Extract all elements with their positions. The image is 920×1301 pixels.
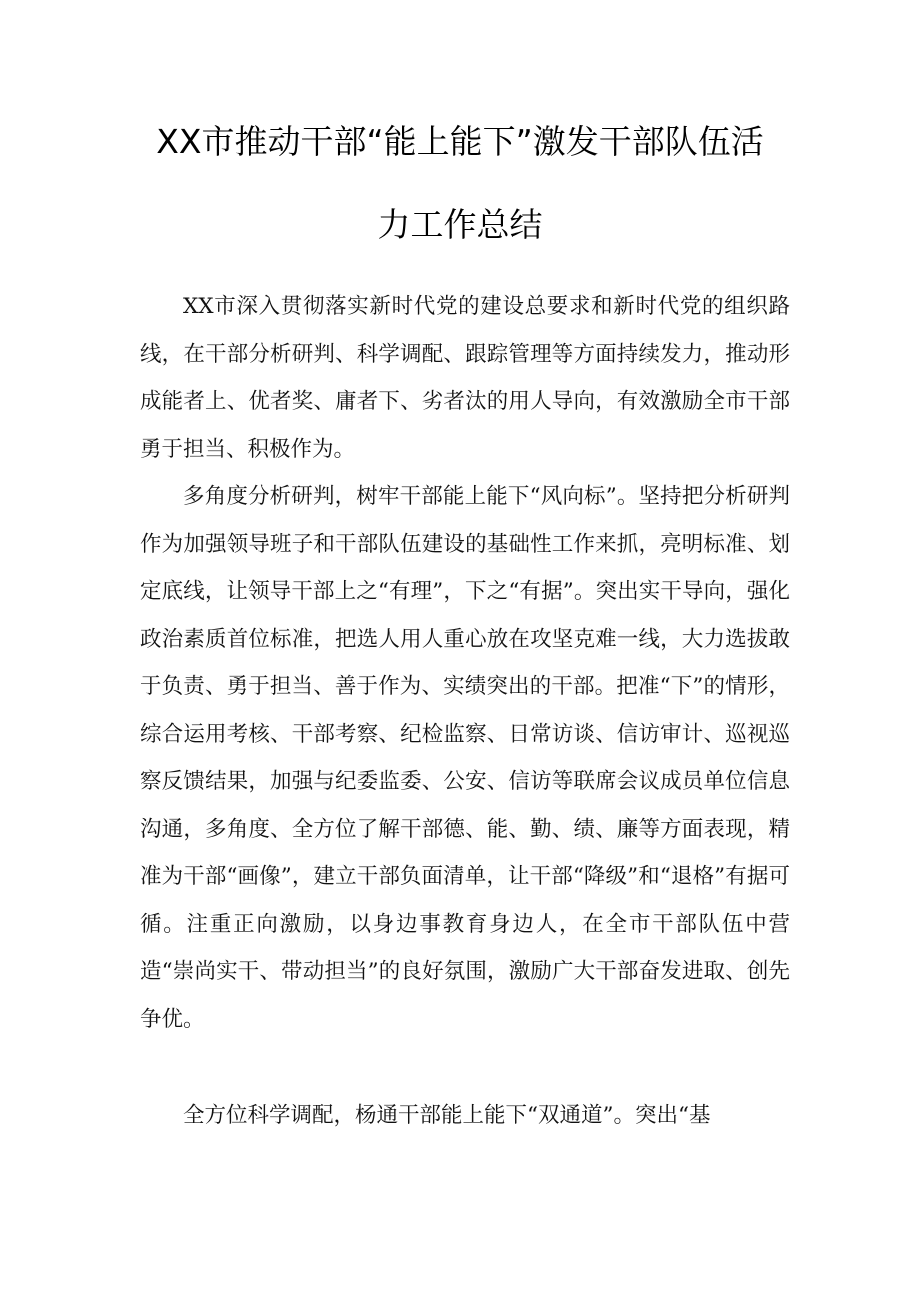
body-paragraph-2 [140,473,790,1043]
body-paragraph-1 [140,283,790,473]
paragraph-text: 全方位科学调配，杨通干部能上能下“双通道”。突出“基 [183,1103,711,1128]
paragraph-text: XX市深入贯彻落实新时代党的建设总要求和新时代党的组织路线，在干部分析研判、科学调配、跟踪管理等方面持续发力，推动形成能者上、优者奖、庸者下、劣者汰的用人导向，有效激励全市干部勇于担当、积极作为。 [140,294,790,462]
body-paragraph-3 [140,1092,790,1140]
document-title-line-1: XX市推动干部“能上能下”激发干部队伍活 [156,122,764,161]
document-title-line-2: 力工作总结 [377,205,543,244]
paragraph-text: 多角度分析研判，树牢干部能上能下“风向标”。坚持把分析研判作为加强领导班子和干部队伍建设的基础性工作来抓，亮明标准、划定底线，让领导干部上之“有理”，下之“有据”。突出实干导向，强化政治素质首位标准，把选人用人重心放在攻坚克难一线，大力选拔敢于负责、勇于担当、善于作为、实绩突出的干部。把准“下”的情形，综合运用考核、干部考察、纪检监察、日常访谈、信访审计、巡视巡察反馈结果，加强与纪委监委、公安、信访等联席会议成员单位信息沟通，多角度、全方位了解干部德、能、勤、绩、廉等方面表现，精准为干部“画像”，建立干部负面清单，让干部“降级”和“退格”有据可循。注重正向激励，以身边事教育身边人，在全市干部队伍中营造“崇尚实干、带动担当”的良好氛围，激励广大干部奋发进取、创先争优。 [140,484,790,1032]
